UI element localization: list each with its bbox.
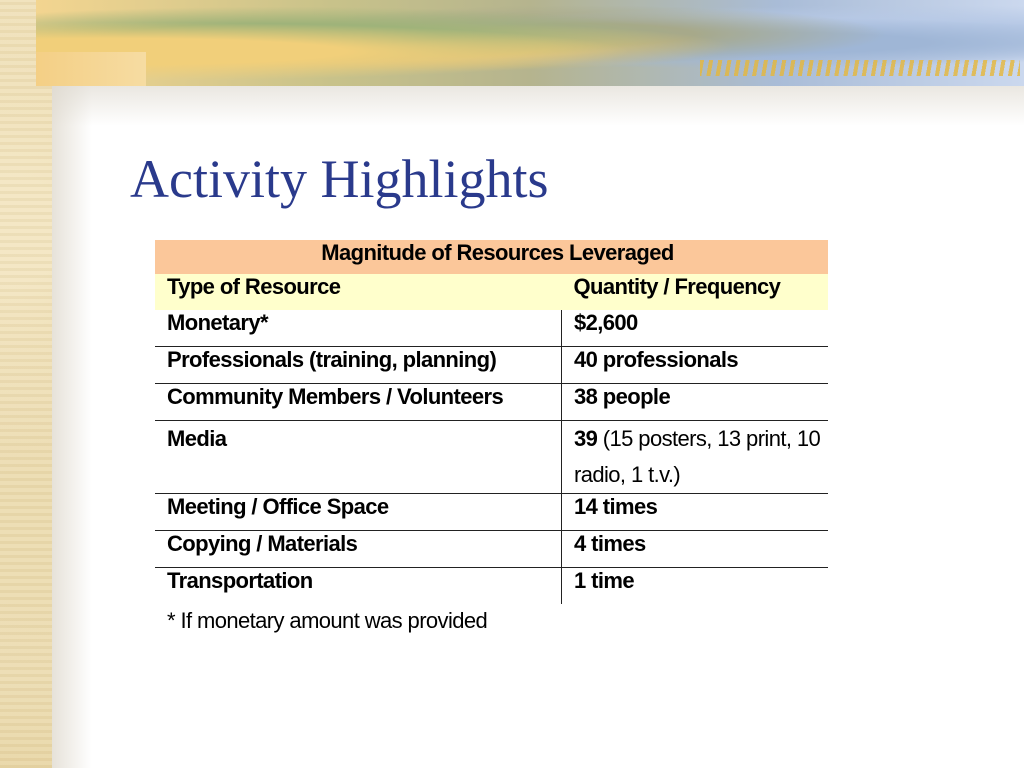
- table-row: [155, 384, 828, 421]
- table-row: [155, 568, 828, 605]
- resource-quantity: 1 time: [574, 568, 634, 593]
- table-row: [155, 310, 828, 347]
- banner-shadow: [52, 86, 1024, 126]
- resource-quantity: 39: [574, 426, 598, 451]
- parchment-border: [0, 0, 52, 768]
- slide-title: Activity Highlights: [130, 149, 549, 209]
- resource-type: Copying / Materials: [155, 531, 562, 568]
- resource-quantity-cell: [562, 421, 829, 494]
- resource-type: Community Members / Volunteers: [155, 384, 562, 421]
- table-caption-row: [155, 240, 828, 274]
- resource-type: Media: [155, 421, 562, 494]
- resource-type: Professionals (training, planning): [155, 347, 562, 384]
- column-header-quantity: Quantity / Frequency: [562, 274, 829, 310]
- resource-quantity: 38 people: [562, 384, 829, 421]
- resource-quantity-detail: (15 posters, 13 print, 10 radio, 1 t.v.): [574, 426, 821, 487]
- table-row: [155, 531, 828, 568]
- table-row: [155, 494, 828, 531]
- resource-type: Transportation: [155, 568, 562, 605]
- table-row: [155, 421, 828, 494]
- table-header-row: [155, 274, 828, 310]
- resource-type: Monetary*: [155, 310, 562, 347]
- banner-gold-streak: [700, 60, 1020, 76]
- resources-table: [155, 240, 828, 604]
- resource-quantity: 40 professionals: [562, 347, 829, 384]
- table-caption: Magnitude of Resources Leveraged: [155, 240, 828, 274]
- resource-quantity: $2,600: [562, 310, 829, 347]
- table-row: [155, 347, 828, 384]
- banner-accent: [36, 52, 146, 86]
- resource-quantity: 14 times: [562, 494, 829, 531]
- resource-type: Meeting / Office Space: [155, 494, 562, 531]
- footnote: * If monetary amount was provided: [167, 608, 488, 633]
- column-header-type: Type of Resource: [155, 274, 562, 310]
- resource-quantity: 4 times: [562, 531, 829, 568]
